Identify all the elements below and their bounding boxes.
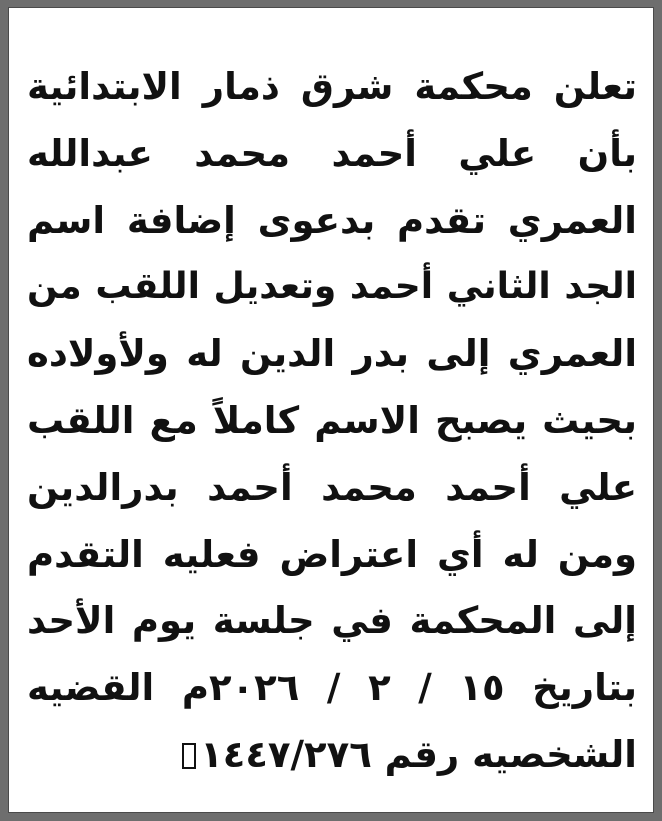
notice-line-10: بتاريخ ١٥ / ٢ / ٢٠٢٦م القضيه	[27, 666, 638, 710]
notice-text	[27, 54, 637, 789]
notice-line-4: الجد الثاني أحمد وتعديل اللقب من	[27, 266, 637, 308]
notice-line-9: إلى المحكمة في جلسة يوم الأحد	[27, 599, 637, 643]
notice-line-5: العمري إلى بدر الدين له ولأولاده	[27, 332, 637, 376]
notice-line-7: علي أحمد محمد أحمد بدرالدين	[27, 465, 637, 509]
notice-line-3: العمري تقدم بدعوى إضافة اسم	[27, 198, 637, 242]
case-number-text: الشخصيه رقم ١٤٤٧/٢٧٦	[200, 732, 637, 776]
notice-line-11	[27, 722, 637, 789]
notice-line-8: ومن له أي اعتراض فعليه التقدم	[27, 532, 637, 576]
notice-line-1: تعلن محكمة شرق ذمار الابتدائية	[27, 65, 637, 108]
notice-line-2: بأن علي أحمد محمد عبدالله	[27, 131, 637, 175]
court-notice-box	[8, 7, 654, 813]
notice-line-6: بحيث يصبح الاسم كاملاً مع اللقب	[27, 398, 637, 442]
end-box-icon	[182, 743, 196, 769]
